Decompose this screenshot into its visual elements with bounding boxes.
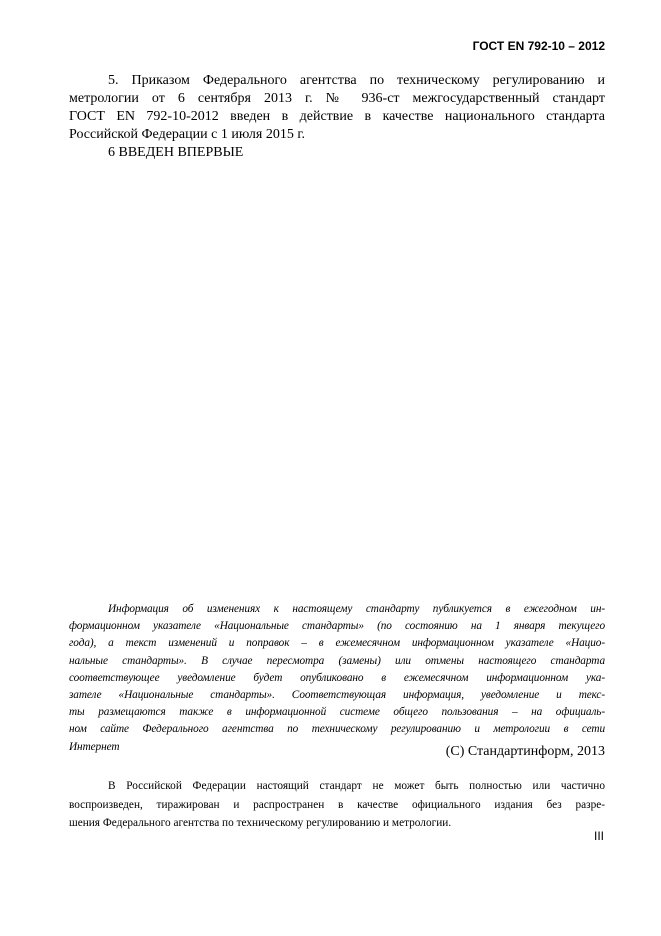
reproduction-notice (69, 777, 605, 833)
item5-line: 5. Приказом Федерального агентства по техническому регулированию и (108, 73, 605, 88)
item5-line: Российской Федерации с 1 июля 2015 г. (69, 127, 306, 142)
document-code-header: ГОСТ EN 792-10 – 2012 (472, 39, 605, 53)
page-number: III (593, 829, 604, 843)
info-line: нальные стандарты». В случае пересмотра (замены) или отмены настоящего стандарта (69, 654, 605, 667)
copyright-notice: (С) Стандартинформ, 2013 (445, 744, 605, 759)
notice-line: воспроизведен, тиражирован и распространен в качестве официального издания без разре- (69, 798, 605, 811)
info-line: ном сайте Федерального агентства по техническому регулированию и метрологии в сети (69, 723, 605, 736)
item6-line: 6 ВВЕДЕН ВПЕРВЫЕ (108, 145, 244, 160)
info-line: зателе «Национальные стандарты». Соответствующая информация, уведомление и текс- (69, 689, 605, 702)
item5-line: ГОСТ EN 792-10-2012 введен в действие в качестве национального стандарта (69, 109, 605, 124)
notice-line: В Российской Федерации настоящий стандарт не может быть полностью или частично (108, 780, 605, 792)
info-line: года), а текст изменений и поправок – в ежемесячном информационном указателе «Нацио- (69, 637, 605, 650)
info-line: ты размещаются также в информационной системе общего пользования – на официаль- (69, 706, 605, 719)
item5-line: метрологии от 6 сентября 2013 г. № 936-ст межгосударственный стандарт (69, 91, 605, 106)
information-paragraph (69, 601, 605, 756)
info-line: Интернет (69, 740, 120, 753)
info-line: Информация об изменениях к настоящему стандарту публикуется в ежегодном ин- (108, 603, 605, 615)
info-line: соответствующее уведомление будет опубликовано в ежемесячном информационном ука- (69, 671, 605, 684)
info-line: формационном указателе «Национальные стандарты» (по состоянию на 1 января текущего (69, 620, 605, 633)
main-section (69, 72, 605, 162)
notice-line: шения Федерального агентства по техническому регулированию и метрологии. (69, 817, 452, 829)
